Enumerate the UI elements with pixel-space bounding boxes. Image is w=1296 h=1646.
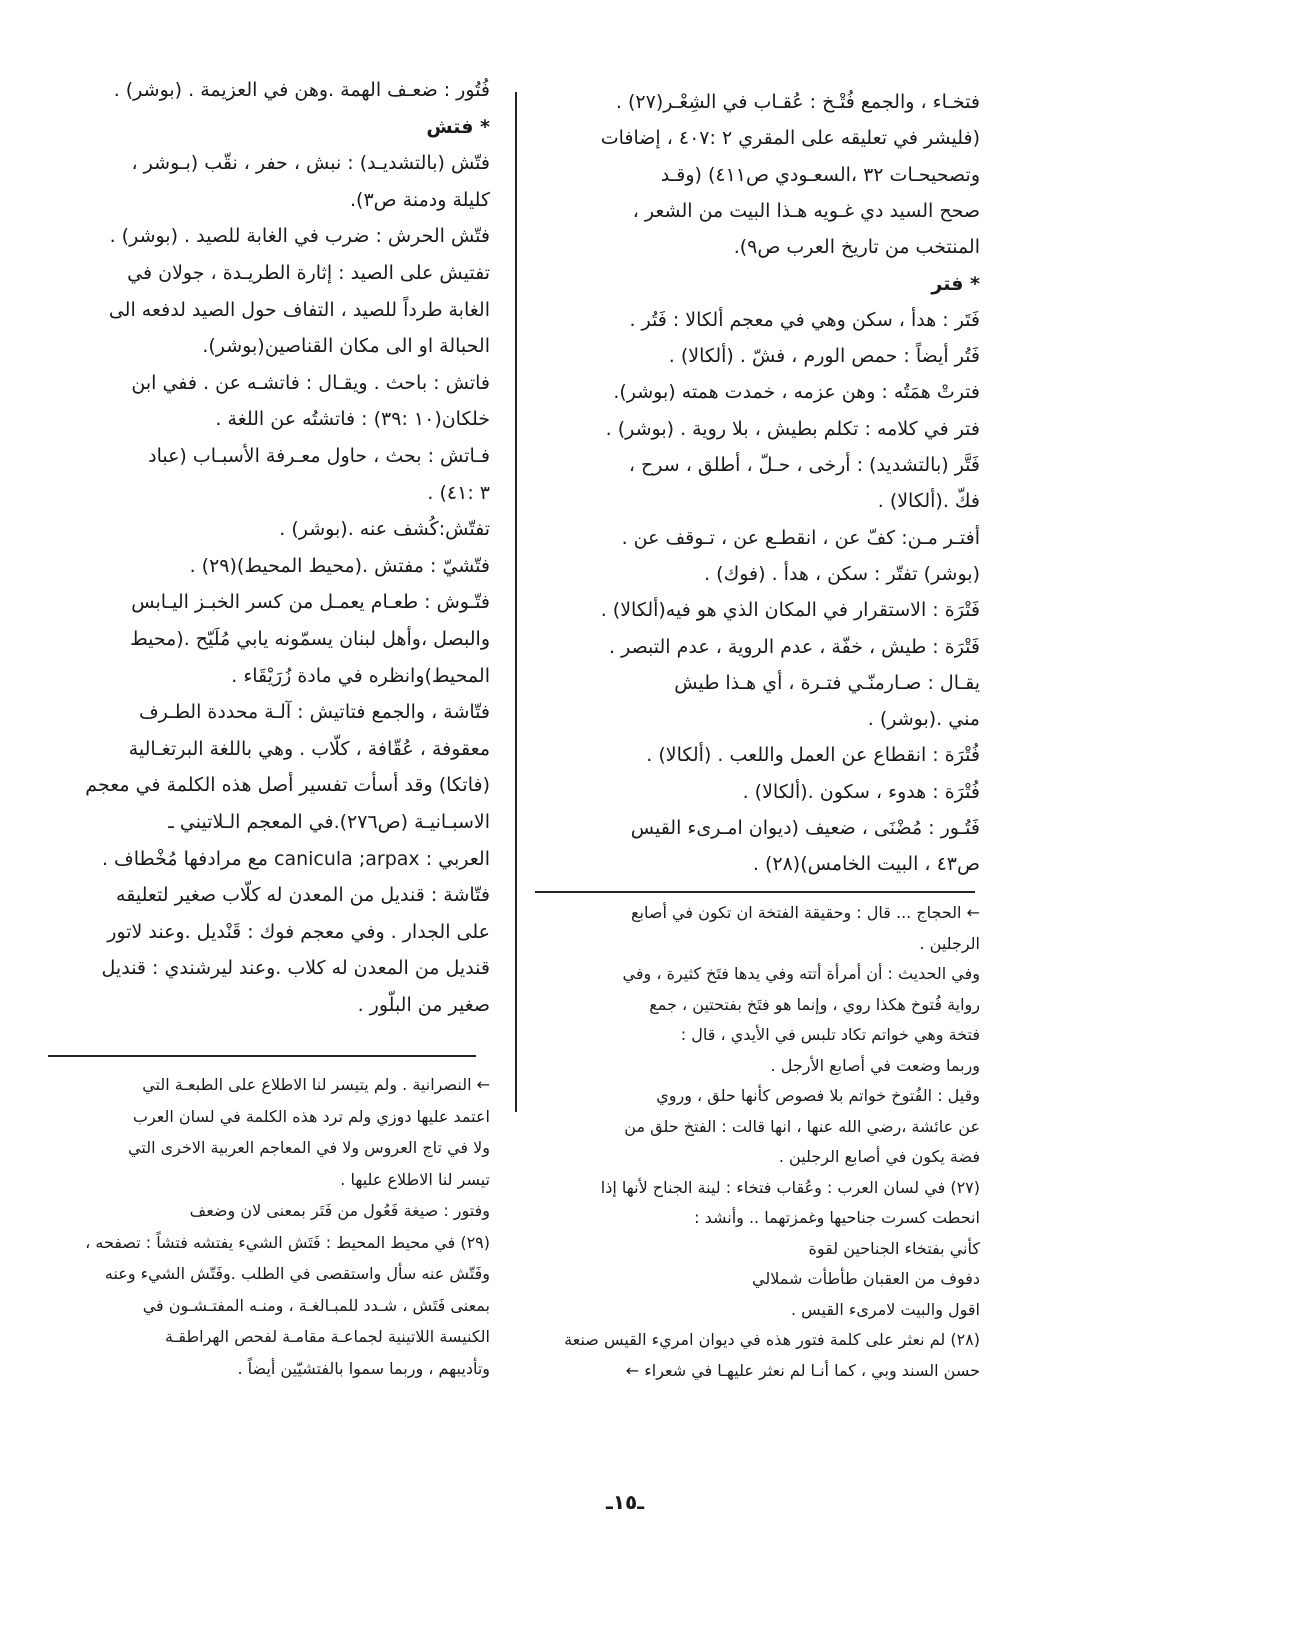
left-footnote-rule [48, 1055, 476, 1057]
footnote-line: عن عائشة ،رضي الله عنها ، انها قالت : الفتخ حلق من [624, 1116, 980, 1136]
text-line: * فتش [426, 115, 490, 138]
text-line: فَتَر : هدأ ، سكن وهي في معجم ألكالا : فَتُر . [629, 308, 980, 331]
footnote-line: كأني بفتخاء الجناحين لقوة [808, 1238, 980, 1258]
footnote-line: اقول والبيت لامرىء القيس . [790, 1299, 980, 1319]
text-line: فتّشيّ : مفتش .(محيط المحيط)(٢٩) . [189, 554, 490, 577]
footnote-line: رواية فُتوخ هكذا روي ، وإنما هو فتَخ بفتحتين ، جمع [649, 994, 980, 1014]
text-line: فكّ .(ألكالا) . [877, 490, 980, 513]
text-line: فتّش الحرش : ضرب في الغابة للصيد . (بوشر) . [109, 225, 490, 248]
footnote-line: حسن السند وبي ، كما أنـا لم نعثر عليهـا في شعراء ← [625, 1360, 980, 1380]
text-line: فَتُر أيضاً : حمص الورم ، فشّ . (ألكالا) . [668, 345, 980, 368]
text-line: والبصل ،وأهل لبنان يسمّونه يابي مُلَيّح .(محيط [130, 628, 490, 650]
footnote-line: وفتور : صيغة فَعُول من فَتَر بمعنى لان وضعف [189, 1201, 490, 1220]
footnote-line: (٢٧) في لسان العرب : وعُقاب فتخاء : لينة الجناح لأنها إذا [600, 1177, 980, 1197]
text-line: فتر في كلامه : تكلم بطيش ، بلا روية . (بوشر) . [605, 417, 980, 440]
text-line: فُتْرَة : انقطاع عن العمل واللعب . (ألكالا) . [646, 744, 980, 767]
column-divider [515, 92, 517, 1112]
footnote-line: دفوف من العقبان طأطأت شملالي [752, 1269, 980, 1288]
footnote-line: بمعنى فَتَش ، شـدد للمبـالغـة ، ومنـه المفتـشـون في [142, 1295, 490, 1315]
text-line: أفتـر مـن: كفّ عن ، انقطـع عن ، تـوقف عن . [621, 526, 980, 549]
text-line: فُتْرَة : هدوء ، سكون .(ألكالا) . [742, 780, 980, 803]
footnote-line: وقيل : الفُتوخ خواتم بلا فصوص كأنها حلق ، وروي [656, 1086, 980, 1105]
footnote-line: ولا في تاج العروس ولا في المعاجم العربية الاخرى التي [128, 1138, 490, 1157]
text-line: صحح السيد دي غـويه هـذا البيت من الشعر ، [632, 199, 980, 222]
text-line: فتّاشة : قنديل من المعدن له كلّاب صغير لتعليقه [116, 884, 490, 907]
text-line: فَتَّر (بالتشديد) : أرخى ، حـلّ ، أطلق ، سرح ، [628, 454, 980, 476]
text-line: قنديل من المعدن له كلاب .وعند ليرشندي : قنديل [101, 957, 490, 980]
text-line: الاسبـانيـة (ص٢٧٦).في المعجم الـلاتيني ـ [168, 811, 490, 833]
text-line: يقـال : صـارمنّـي فتـرة ، أي هـذا طيش [674, 671, 980, 694]
footnote-line: الكنيسة اللاتينية لجماعـة مقامـة لفحص الهراطقـة [165, 1327, 490, 1346]
footnote-line: وفي الحديث : أن أمرأة أتته وفي يدها فتَخ كثيرة ، وفي [622, 964, 980, 983]
text-line: خلكان(١٠ :٣٩) : فاتشتُه عن اللغة . [215, 408, 490, 431]
text-line: فاتش : باحث . ويقـال : فاتشـه عن . ففي ابن [131, 371, 490, 394]
footnote-line: وفَتّش عنه سأل واستقصى في الطلب .وفَتّش الشيء وعنه [104, 1264, 490, 1283]
text-line: ص٤٣ ، البيت الخامس)(٢٨) . [752, 853, 980, 876]
footnote-line: فضة يكون في أصابع الرجلين . [778, 1147, 980, 1166]
left-column [40, 78, 490, 1408]
text-line: على الجدار . وفي معجم فوك : قَنْديل .وعند لاتور [107, 920, 490, 943]
text-line: ٣ :٤١) . [427, 481, 490, 504]
right-column [540, 90, 980, 1420]
text-line: فُتُور : ضعـف الهمة .وهن في العزيمة . (بوشر) . [113, 79, 490, 101]
text-line: فتّـوش : طعـام يعمـل من كسر الخبـز اليـابس [131, 591, 490, 614]
text-line: * فتر [931, 272, 980, 295]
footnote-line: ← النصرانية . ولم يتيسر لنا الاطلاع على الطبعـة التي [142, 1075, 490, 1094]
text-line: فترتْ همَتُه : وهن عزمه ، خمدت همته (بوشر). [613, 381, 980, 404]
footnote-line: (٢٨) لم نعثر على كلمة فتور هذه في ديوان امريء القيس صنعة [564, 1330, 980, 1349]
text-line: وتصحيحـات ٣٢ ،السعـودي ص٤١١) (وقـد [660, 163, 980, 186]
text-line: (فليشر في تعليقه على المقري ٢ :٤٠٧ ، إضافات [600, 127, 980, 150]
footnote-line: الرجلين . [919, 933, 980, 953]
footnote-line: تيسر لنا الاطلاع عليها . [340, 1169, 490, 1189]
footnote-line: (٢٩) في محيط المحيط : فَتَش الشيء يفتشه فتشاً : تصفحه ، [85, 1232, 490, 1252]
text-line: تفتيش على الصيد : إثارة الطريـدة ، جولان في [127, 262, 490, 284]
text-line: المحيط)وانظره في مادة زُرَيْقَاء . [231, 664, 490, 687]
text-line: فـاتش : بحث ، حاول معـرفة الأسبـاب (عباد [148, 445, 490, 467]
text-line: فَتُـور : مُضْنَى ، ضعيف (ديوان امـرىء القيس [630, 817, 980, 839]
text-line: الغابة طرداً للصيد ، التفاف حول الصيد لدفعه الى [108, 298, 490, 321]
footnote-line: اعتمد عليها دوزي ولم ترد هذه الكلمة في لسان العرب [132, 1106, 490, 1126]
text-line: العربي : canicula ;arpax مع مرادفها مُخْطاف . [101, 847, 490, 870]
text-line: صغير من البلّور . [357, 994, 490, 1016]
text-line: تفتّش:كُشف عنه .(بوشر) . [279, 518, 490, 541]
footnote-line: وتأديبهم ، وربما سموا بالفتشيّين أيضاً . [237, 1358, 490, 1378]
text-line: فتخـاء ، والجمع فُتْـخ : عُقـاب في الشِعْـر(٢٧) . [615, 91, 980, 113]
text-line: فتّاشة ، والجمع فتاتيش : آلـة محددة الطـرف [138, 701, 490, 724]
text-line: (فاتكا) وقد أسأت تفسير أصل هذه الكلمة في معجم [85, 774, 490, 797]
text-line: الحبالة او الى مكان القناصين(بوشر). [202, 335, 490, 358]
text-line: معقوفة ، عُقّافة ، كلّاب . وهي باللغة البرتغـالية [128, 737, 490, 760]
text-line: مني .(بوشر) . [867, 708, 980, 731]
footnote-line: فتخة وهي خواتم تكاد تلبس في الأيدي ، قال : [680, 1025, 980, 1044]
text-line: كليلة ودمنة ص٣). [349, 188, 490, 211]
footnote-line: وربما وضعت في أصابع الأرجل . [770, 1055, 980, 1075]
text-line: (بوشر) تفتّر : سكن ، هدأ . (فوك) . [704, 562, 980, 585]
text-line: فَتْرَة : طيش ، خفّة ، عدم الروية ، عدم التبصر . [609, 635, 980, 658]
footnote-line: انحطت كسرت جناحيها وغمزتهما .. وأنشد : [694, 1208, 980, 1227]
text-line: فتّش (بالتشديـد) : نبش ، حفر ، نقّب (بـوشر ، [131, 152, 490, 175]
right-footnote-rule [535, 891, 975, 893]
page-number: ـ١٥ـ [606, 1490, 645, 1514]
text-line: فَتْرَة : الاستقرار في المكان الذي هو فيه(ألكالا) . [600, 599, 980, 622]
footnote-line: ← الحجاج ... قال : وحقيقة الفتخة ان تكون في أصابع [631, 903, 980, 922]
text-line: المنتخب من تاريخ العرب ص٩). [733, 236, 980, 259]
